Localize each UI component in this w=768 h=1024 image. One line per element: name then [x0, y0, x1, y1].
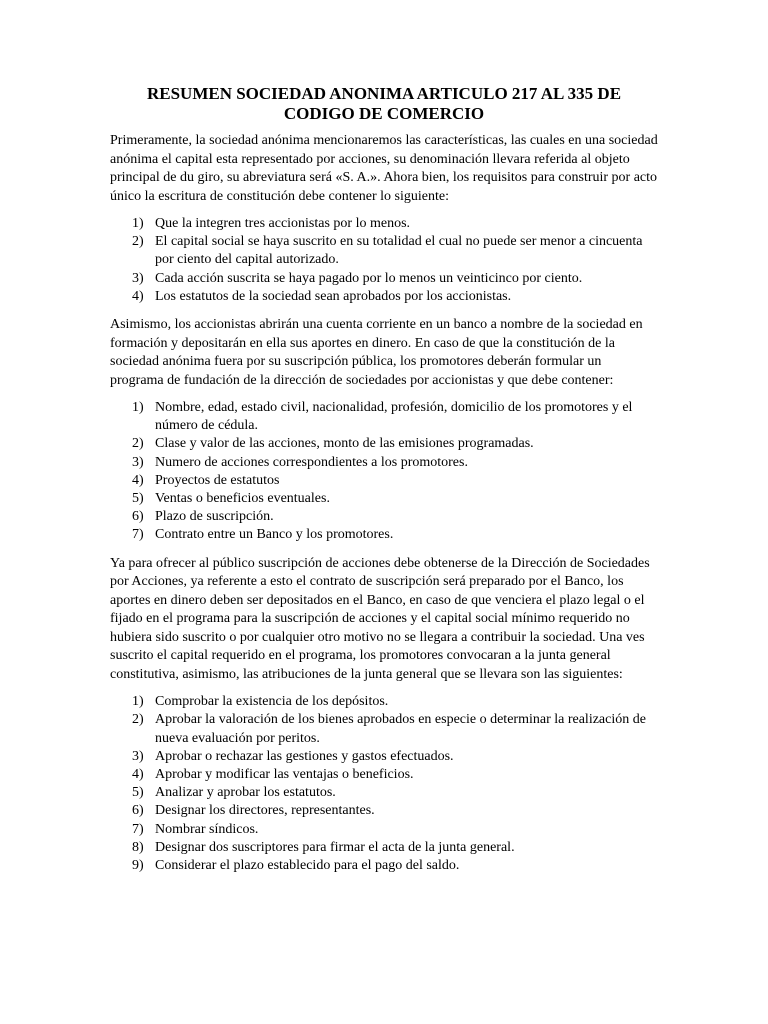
- list-item-text: Clase y valor de las acciones, monto de las emisiones programadas.: [155, 436, 534, 452]
- list-item-text: Los estatutos de la sociedad sean aprobados por los accionistas.: [155, 288, 512, 304]
- list-item-text: Cada acción suscrita se haya pagado por lo menos un veinticinco por ciento.: [155, 270, 583, 286]
- list-item: [110, 454, 658, 472]
- list-item: [110, 857, 658, 875]
- list-item: [110, 490, 658, 508]
- list-item-text: Nombre, edad, estado civil, nacionalidad, profesión, domicilio de los promotores y el número de cédula.: [155, 400, 633, 434]
- list-item-number: 7): [132, 527, 144, 543]
- list-item-number: 4): [132, 288, 144, 304]
- list-item-text: Designar los directores, representantes.: [155, 803, 375, 819]
- list-item: [110, 215, 658, 233]
- list-item-text: Proyectos de estatutos: [155, 472, 280, 488]
- list-item: [110, 839, 658, 857]
- list-item-number: 3): [132, 748, 144, 764]
- list-item-number: 5): [132, 491, 144, 507]
- list-item-text: Plazo de suscripción.: [155, 509, 274, 525]
- list-item-text: Aprobar la valoración de los bienes aprobados en especie o determinar la realización de nueva evaluación por peritos.: [155, 712, 646, 746]
- list-item-text: Considerar el plazo establecido para el pago del saldo.: [155, 857, 460, 873]
- list-item-text: Aprobar o rechazar las gestiones y gastos efectuados.: [155, 748, 454, 764]
- list-item-number: 1): [132, 400, 144, 416]
- list-item: [110, 399, 658, 435]
- paragraph-general-meeting: Ya para ofrecer al público suscripción de acciones debe obtenerse de la Dirección de Sociedades por Acciones, ya referente a esto el contrato de suscripción será preparado por el Banco, los aportes en dinero deben ser depositados en el Banco, en caso de que venciera el plazo legal o el fijado en el programa para la suscripción de acciones y el capital social mínimo requerido no hubiera sido suscrito o por cualquier otro motivo no se llegara a contribuir la sociedad. Una ves suscrito el capital requerido en el programa, los promotores convocaran a la junta general constitutiva, asimismo, las atribuciones de la junta general que se llevara son las siguientes:: [110, 555, 650, 682]
- list-item: [110, 526, 658, 544]
- list-item-number: 9): [132, 857, 144, 873]
- list-item-number: 5): [132, 785, 144, 801]
- list-item: [110, 711, 658, 747]
- list-item-text: Ventas o beneficios eventuales.: [155, 491, 330, 507]
- list-item: [110, 508, 658, 526]
- list-item: [110, 288, 658, 306]
- list-item-number: 2): [132, 712, 144, 728]
- list-item: [110, 748, 658, 766]
- constitution-requirements-list: [110, 215, 658, 306]
- list-item-text: Que la integren tres accionistas por lo menos.: [155, 216, 411, 231]
- list-item: [110, 233, 658, 269]
- list-item: [110, 802, 658, 820]
- list-item-text: Analizar y aprobar los estatutos.: [155, 785, 336, 801]
- list-item-number: 6): [132, 803, 144, 819]
- foundation-program-list: [110, 399, 658, 545]
- list-item-number: 7): [132, 821, 144, 837]
- list-item-number: 1): [132, 694, 144, 710]
- list-item-number: 3): [132, 270, 144, 286]
- list-item-number: 8): [132, 839, 144, 855]
- list-item-text: Numero de acciones correspondientes a los promotores.: [155, 454, 468, 470]
- document-page: [110, 84, 658, 885]
- list-item: [110, 821, 658, 839]
- list-item: [110, 472, 658, 490]
- list-item: [110, 270, 658, 288]
- paragraph-public-subscription: Asimismo, los accionistas abrirán una cuenta corriente en un banco a nombre de la sociedad en formación y depositarán en ella sus aportes en dinero. En caso de que la constitución de la sociedad anónima fuera por su suscripción pública, los promotores deberán formular un programa de fundación de la dirección de sociedades por accionistas y que debe contener:: [110, 317, 643, 388]
- list-item-text: El capital social se haya suscrito en su totalidad el cual no puede ser menor a cincuenta por ciento del capital autorizado.: [155, 234, 643, 268]
- list-item-text: Aprobar y modificar las ventajas o beneficios.: [155, 766, 414, 782]
- list-item: [110, 693, 658, 711]
- list-item-number: 4): [132, 472, 144, 488]
- list-item-number: 2): [132, 234, 144, 250]
- list-item-number: 4): [132, 766, 144, 782]
- list-item-number: 6): [132, 509, 144, 525]
- list-item: [110, 435, 658, 453]
- list-item: [110, 784, 658, 802]
- list-item-number: 2): [132, 436, 144, 452]
- list-item-number: 1): [132, 216, 144, 231]
- list-item-text: Comprobar la existencia de los depósitos.: [155, 694, 389, 710]
- list-item-text: Designar dos suscriptores para firmar el acta de la junta general.: [155, 839, 515, 855]
- list-item-number: 3): [132, 454, 144, 470]
- list-item-text: Nombrar síndicos.: [155, 821, 259, 837]
- list-item-text: Contrato entre un Banco y los promotores.: [155, 527, 394, 543]
- paragraph-intro: Primeramente, la sociedad anónima mencionaremos las características, las cuales en una sociedad anónima el capital esta representado por acciones, su denominación llevara referida al objeto principal de du giro, su abreviatura será «S. A.». Ahora bien, los requisitos para construir por acto único la escritura de constitución debe contener lo siguiente:: [110, 133, 658, 204]
- list-item: [110, 766, 658, 784]
- document-title: RESUMEN SOCIEDAD ANONIMA ARTICULO 217 AL 335 DE CODIGO DE COMERCIO: [146, 84, 622, 123]
- general-meeting-powers-list: [110, 693, 658, 875]
